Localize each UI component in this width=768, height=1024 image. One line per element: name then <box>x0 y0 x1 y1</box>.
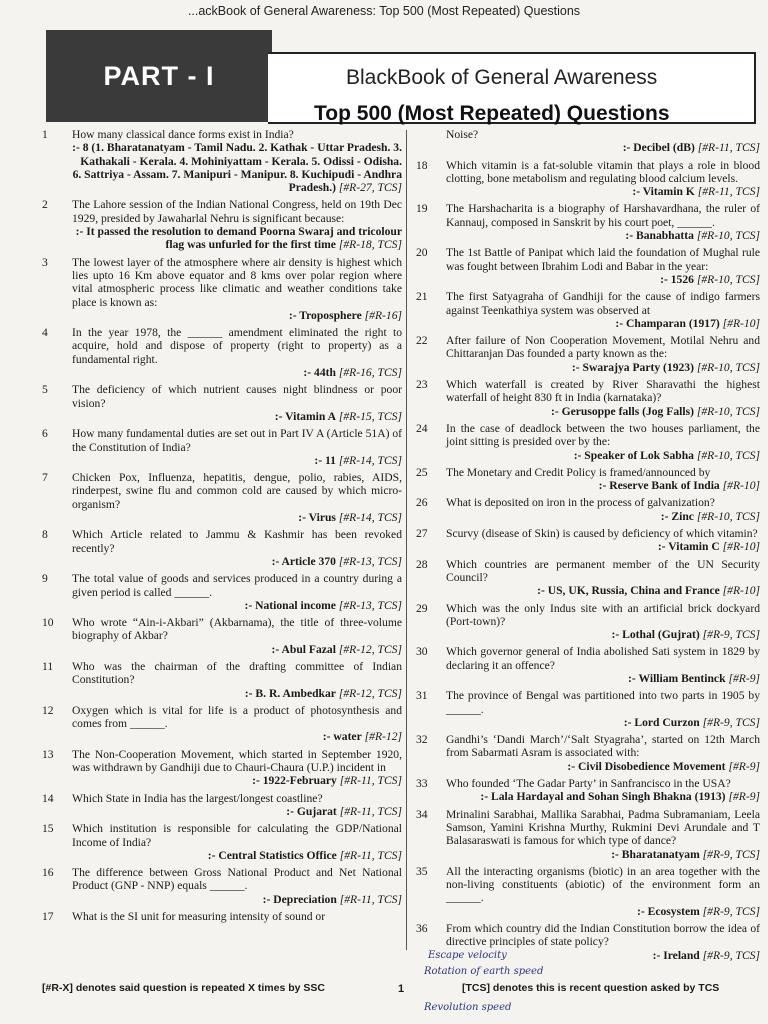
repeat-tag: [#R-18, TCS] <box>338 238 402 252</box>
question-item <box>40 572 402 612</box>
question-text: In the case of deadlock between the two houses parliament, the joint sitting is presided over by the: <box>446 421 760 449</box>
answer: :- Central Statistics Office <box>207 848 337 862</box>
answer-line <box>446 510 760 523</box>
question-item <box>40 792 402 819</box>
question-text: Which institution is responsible for calculating the GDP/National Income of India? <box>72 822 402 849</box>
question-text: Which Article related to Jammu & Kashmir has been revoked recently? <box>72 528 402 555</box>
handwritten-note: Escape velocity <box>428 950 507 961</box>
repeat-tag: [#R-9, TCS] <box>702 715 760 729</box>
question-item <box>414 246 760 286</box>
answer: :- Speaker of Lok Sabha <box>573 448 694 462</box>
question-text: The difference between Gross National Product and Net National Product (GNP - NNP) equals ______. <box>72 866 402 893</box>
question-number: 32 <box>416 733 428 747</box>
question-number: 20 <box>416 246 428 260</box>
answer: :- Gujarat <box>286 804 337 818</box>
question-number: 13 <box>42 747 54 761</box>
question-number: 6 <box>42 427 48 441</box>
question-number: 9 <box>42 572 48 586</box>
repeat-tag: [#R-9] <box>728 790 760 804</box>
repeat-tag: [#R-10] <box>722 316 760 330</box>
answer-line <box>446 405 760 418</box>
answer-line <box>72 687 402 700</box>
answer-line <box>446 848 760 861</box>
question-item <box>414 689 760 729</box>
footer-legend-tcs: [TCS] denotes this is recent question asked by TCS <box>462 982 720 994</box>
answer-line <box>72 141 402 194</box>
answer: :- Ecosystem <box>636 904 700 918</box>
column-divider <box>406 130 407 950</box>
question-text: The deficiency of which nutrient causes night blindness or poor vision? <box>72 383 402 410</box>
answer: :- William Bentinck <box>628 671 726 685</box>
answer: :- Zinc <box>660 509 694 523</box>
answer: :- Ireland <box>652 948 700 962</box>
question-item <box>40 660 402 700</box>
answer: :- Depreciation <box>262 892 337 906</box>
answer: :- Abul Fazal <box>271 642 336 656</box>
question-text: Which vitamin is a fat-soluble vitamin that plays a role in blood clotting, bone metabolism and regulating blood calcium levels. <box>446 158 760 185</box>
question-text: Who was the chairman of the drafting committee of Indian Constitution? <box>72 659 402 687</box>
answer: :- Gerusoppe falls (Jog Falls) <box>550 404 694 418</box>
question-item <box>414 334 760 374</box>
repeat-tag: [#R-12] <box>364 730 402 744</box>
repeat-tag: [#R-10, TCS] <box>696 272 760 286</box>
question-item <box>414 865 760 918</box>
repeat-tag: [#R-14, TCS] <box>338 453 402 467</box>
repeat-tag: [#R-9, TCS] <box>702 904 760 918</box>
question-text: Which countries are permanent member of the UN Security Council? <box>446 557 760 584</box>
question-item <box>40 822 402 862</box>
repeat-tag: [#R-10, TCS] <box>696 509 760 523</box>
question-text: The first Satyagraha of Gandhiji for the cause of indigo farmers against Teenkathiya system was observed at <box>446 290 760 317</box>
repeat-tag: [#R-10] <box>722 584 760 598</box>
question-text: From which country did the Indian Constitution borrow the idea of directive principles of state policy? <box>446 922 760 949</box>
repeat-tag: [#R-11, TCS] <box>339 848 402 862</box>
running-head: ...ackBook of General Awareness: Top 500 (Most Repeated) Questions <box>187 4 581 18</box>
question-item <box>414 777 760 804</box>
question-text: The 1st Battle of Panipat which laid the foundation of Mughal rule was fought between Ibrahim Lodi and Babar in the year: <box>446 246 760 273</box>
question-number: 4 <box>42 326 48 340</box>
answer-line <box>446 185 760 198</box>
question-item <box>414 733 760 773</box>
question-text: Mrinalini Sarabhai, Mallika Sarabhai, Padma Subramaniam, Leela Samson, Yamini Krishna Murthy, Rukmini Devi Arundale and T Balasaraswati is famous for which type of dance? <box>446 807 760 848</box>
question-text: The Lahore session of the Indian National Congress, held on 19th Dec 1929, presided by Jawaharlal Nehru is significant because: <box>72 198 402 225</box>
question-item <box>414 422 760 462</box>
question-number: 11 <box>42 659 54 673</box>
repeat-tag: [#R-11, TCS] <box>339 804 402 818</box>
answer: :- Champaran (1917) <box>615 316 720 330</box>
answer: :- water <box>322 730 362 744</box>
handwritten-note: Revolution speed <box>424 1002 512 1013</box>
question-text: Who founded ‘The Gadar Party’ in Sanfrancisco in the USA? <box>446 777 731 791</box>
question-number: 14 <box>42 791 54 805</box>
answer: :- Troposphere <box>288 308 362 322</box>
book-title: BlackBook of General Awareness <box>346 66 658 89</box>
repeat-tag: [#R-9, TCS] <box>702 948 760 962</box>
repeat-tag: [#R-15, TCS] <box>338 409 402 423</box>
answer: :- Vitamin C <box>657 540 720 554</box>
question-text: How many classical dance forms exist in India? <box>72 128 294 141</box>
question-number: 7 <box>42 471 48 485</box>
answer-line <box>446 141 760 154</box>
question-number: 19 <box>416 202 428 216</box>
question-text: Which governor general of India abolished Sati system in 1829 by declaring it an offence? <box>446 645 760 672</box>
answer-line <box>72 805 402 818</box>
question-item <box>40 471 402 524</box>
question-text: Which State in India has the largest/longest coastline? <box>72 791 323 805</box>
repeat-tag: [#R-16, TCS] <box>338 366 402 380</box>
answer-line <box>446 628 760 641</box>
right-column <box>414 128 760 966</box>
question-number: 17 <box>42 910 54 924</box>
repeat-tag: [#R-11, TCS] <box>697 185 760 199</box>
answer: :- Decibel (dB) <box>622 141 695 155</box>
question-item <box>40 326 402 379</box>
answer-line <box>446 790 760 803</box>
question-text: After failure of Non Cooperation Movement, Motilal Nehru and Chittaranjan Das founded a party known as the: <box>446 334 760 361</box>
question-number: 28 <box>416 557 428 571</box>
answer: :- Bharatanatyam <box>611 847 700 861</box>
question-number: 18 <box>416 158 428 172</box>
question-item <box>40 256 402 322</box>
repeat-tag: [#R-10] <box>722 540 760 554</box>
question-text: How many fundamental duties are set out in Part IV A (Article 51A) of the Constitution of India? <box>72 427 402 454</box>
answer-line <box>72 309 402 322</box>
handwritten-note: Rotation of earth speed <box>424 966 544 977</box>
answer: :- 11 <box>314 453 336 467</box>
question-text: The total value of goods and services produced in a country during a given period is called ______. <box>72 572 402 599</box>
repeat-tag: [#R-9, TCS] <box>702 847 760 861</box>
answer: :- B. R. Ambedkar <box>244 686 336 700</box>
answer: :- 44th <box>303 366 336 380</box>
answer: :- It passed the resolution to demand Poorna Swaraj and tricolour flag was unfurled for the first time <box>75 225 402 252</box>
answer-line <box>72 643 402 656</box>
question-item <box>414 645 760 685</box>
answer-line <box>72 454 402 467</box>
answer: :- Lothal (Gujrat) <box>611 628 700 642</box>
answer-line <box>72 366 402 379</box>
question-number: 21 <box>416 290 428 304</box>
question-item <box>414 159 760 199</box>
question-text: Oxygen which is vital for life is a product of photosynthesis and comes from ______. <box>72 703 402 731</box>
question-text: Scurvy (disease of Skin) is caused by deficiency of which vitamin? <box>446 527 758 541</box>
answer: :- National income <box>244 598 336 612</box>
question-number: 24 <box>416 421 428 435</box>
answer-line <box>446 449 760 462</box>
question-item <box>40 616 402 656</box>
question-item <box>414 558 760 598</box>
title-banner <box>46 30 758 130</box>
question-item <box>414 202 760 242</box>
question-number: 33 <box>416 777 428 791</box>
page-number: 1 <box>398 983 405 995</box>
answer: :- Article 370 <box>271 554 336 568</box>
question-number: 36 <box>416 922 428 936</box>
repeat-tag: [#R-10, TCS] <box>696 404 760 418</box>
answer-line <box>446 479 760 492</box>
question-text: The Non-Cooperation Movement, which started in September 1920, was withdrawn by Gandhiji due to Chauri-Chaura (U.P.) incident in <box>72 747 402 775</box>
answer-line <box>446 540 760 553</box>
answer: :- Banabhatta <box>625 229 694 243</box>
answer-line <box>446 584 760 597</box>
answer-line <box>72 410 402 423</box>
answer-line <box>72 730 402 743</box>
question-number: 25 <box>416 465 428 479</box>
answer-line <box>446 317 760 330</box>
question-number: 16 <box>42 866 54 880</box>
question-number: 31 <box>416 689 428 703</box>
answer: :- US, UK, Russia, China and France <box>537 584 720 598</box>
answer: :- Vitamin K <box>632 185 695 199</box>
answer-line <box>446 273 760 286</box>
repeat-tag: [#R-11, TCS] <box>339 774 402 788</box>
question-text: What is deposited on iron in the process of galvanization? <box>446 496 715 510</box>
question-item <box>414 602 760 642</box>
question-item <box>40 704 402 744</box>
question-text: What is the SI unit for measuring intensity of sound or <box>72 910 326 924</box>
repeat-tag: [#R-9] <box>728 671 760 685</box>
answer: :- Reserve Bank of India <box>598 479 720 493</box>
answer-line <box>446 760 760 773</box>
answer: :- Lord Curzon <box>623 715 700 729</box>
question-number: 27 <box>416 527 428 541</box>
question-text: The lowest layer of the atmosphere where air density is highest which lies upto 16 Km above equator and 8 kms over polar region where vital atmospheric process like climatic and weather conditions take place is known as: <box>72 255 402 309</box>
question-text: In the year 1978, the ______ amendment eliminated the right to acquire, hold and dispose of property (right to property) as a fundamental right. <box>72 326 402 366</box>
question-item <box>414 527 760 554</box>
question-text: Who wrote “Ain-i-Akbari” (Akbarnama), the title of three-volume biography of Akbar? <box>72 616 402 643</box>
question-number: 3 <box>42 255 48 269</box>
question-text: Noise? <box>446 128 479 141</box>
question-item <box>40 198 402 251</box>
repeat-tag: [#R-11, TCS] <box>339 892 402 906</box>
question-text: Gandhi’s ‘Dandi March’/‘Salt Styagraha’, started on 12th March from Sabarmati Asram is associated with: <box>446 733 760 760</box>
answer: :- 1922-February <box>252 774 337 788</box>
repeat-tag: [#R-14, TCS] <box>338 511 402 525</box>
question-number: 29 <box>416 601 428 615</box>
question-text: Which waterfall is created by River Sharavathi the highest waterfall of height 830 ft in India (karnataka)? <box>446 378 760 405</box>
question-number: 10 <box>42 616 54 630</box>
left-column <box>40 128 402 927</box>
answer-line <box>446 672 760 685</box>
repeat-tag: [#R-27, TCS] <box>338 181 402 195</box>
answer-line <box>446 905 760 918</box>
answer-line <box>72 893 402 906</box>
question-item <box>414 466 760 493</box>
question-text: Chicken Pox, Influenza, hepatitis, dengue, polio, rabies, AIDS, rinderpest, swine flu and common cold are caused by which micro-organism? <box>72 471 402 511</box>
question-text: All the interacting organisms (biotic) in an area together with the non-living constituents (abiotic) of the environment form an ______. <box>446 864 760 905</box>
repeat-tag: [#R-10, TCS] <box>696 360 760 374</box>
question-number: 22 <box>416 334 428 348</box>
answer-line <box>446 361 760 374</box>
part-label: PART - I <box>46 30 272 122</box>
repeat-tag: [#R-9, TCS] <box>702 628 760 642</box>
question-item <box>40 528 402 568</box>
answer: :- Virus <box>298 511 336 525</box>
answer-line <box>72 225 402 252</box>
repeat-tag: [#R-10, TCS] <box>696 448 760 462</box>
answer-line <box>72 849 402 862</box>
repeat-tag: [#R-10] <box>722 479 760 493</box>
question-number: 26 <box>416 496 428 510</box>
question-item <box>40 383 402 423</box>
repeat-tag: [#R-9] <box>728 759 760 773</box>
question-item <box>414 378 760 418</box>
footer-legend-repeat: [#R-X] denotes said question is repeated X times by SSC <box>42 982 325 994</box>
question-number: 23 <box>416 378 428 392</box>
question-number: 30 <box>416 645 428 659</box>
answer: :- Lala Hardayal and Sohan Singh Bhakna (1913) <box>480 790 726 804</box>
answer: :- Swarajya Party (1923) <box>571 360 694 374</box>
question-item <box>40 910 402 923</box>
repeat-tag: [#R-13, TCS] <box>338 598 402 612</box>
question-item <box>40 427 402 467</box>
question-item <box>40 128 402 194</box>
repeat-tag: [#R-16] <box>364 308 402 322</box>
answer-line <box>72 555 402 568</box>
question-number: 12 <box>42 703 54 717</box>
question-item <box>414 290 760 330</box>
question-number: 5 <box>42 383 48 397</box>
answer-line <box>72 599 402 612</box>
answer-line <box>72 511 402 524</box>
question-text: Which was the only Indus site with an artificial brick dockyard (Port-town)? <box>446 601 760 628</box>
question-item <box>414 496 760 523</box>
answer: :- 8 (1. Bharatanatyam - Tamil Nadu. 2. Kathak - Uttar Pradesh. 3. Kathakali - Kerala. 4. Mohiniyattam - Kerala. 5. Odissi - Odisha. 6. Sattriya - Assam. 7. Manipuri - Manipur. 8. Kuchipudi - Andhra Pradesh.) <box>72 141 402 195</box>
answer: :- 1526 <box>660 272 694 286</box>
question-item <box>414 128 760 155</box>
question-item <box>414 808 760 861</box>
question-number: 1 <box>42 128 48 141</box>
question-number: 15 <box>42 822 54 836</box>
question-number: 2 <box>42 198 48 212</box>
question-item <box>40 866 402 906</box>
question-text: The province of Bengal was partitioned into two parts in 1905 by ______. <box>446 689 760 716</box>
question-item <box>40 748 402 788</box>
answer-line <box>446 716 760 729</box>
answer: :- Civil Disobedience Movement <box>567 759 726 773</box>
question-text: The Monetary and Credit Policy is framed/announced by <box>446 465 711 479</box>
book-subtitle: Top 500 (Most Repeated) Questions <box>314 102 670 125</box>
answer-line <box>446 229 760 242</box>
question-number: 34 <box>416 807 428 821</box>
repeat-tag: [#R-12, TCS] <box>338 642 402 656</box>
repeat-tag: [#R-13, TCS] <box>338 554 402 568</box>
question-text: The Harshacharita is a biography of Harshavardhana, the ruler of Kannauj, composed in Sanskrit by his court poet, ______. <box>446 202 760 229</box>
answer: :- Vitamin A <box>274 409 336 423</box>
question-number: 8 <box>42 528 48 542</box>
repeat-tag: [#R-11, TCS] <box>697 141 760 155</box>
question-number: 35 <box>416 864 428 878</box>
repeat-tag: [#R-12, TCS] <box>338 686 402 700</box>
repeat-tag: [#R-10, TCS] <box>696 229 760 243</box>
answer-line <box>72 774 402 787</box>
